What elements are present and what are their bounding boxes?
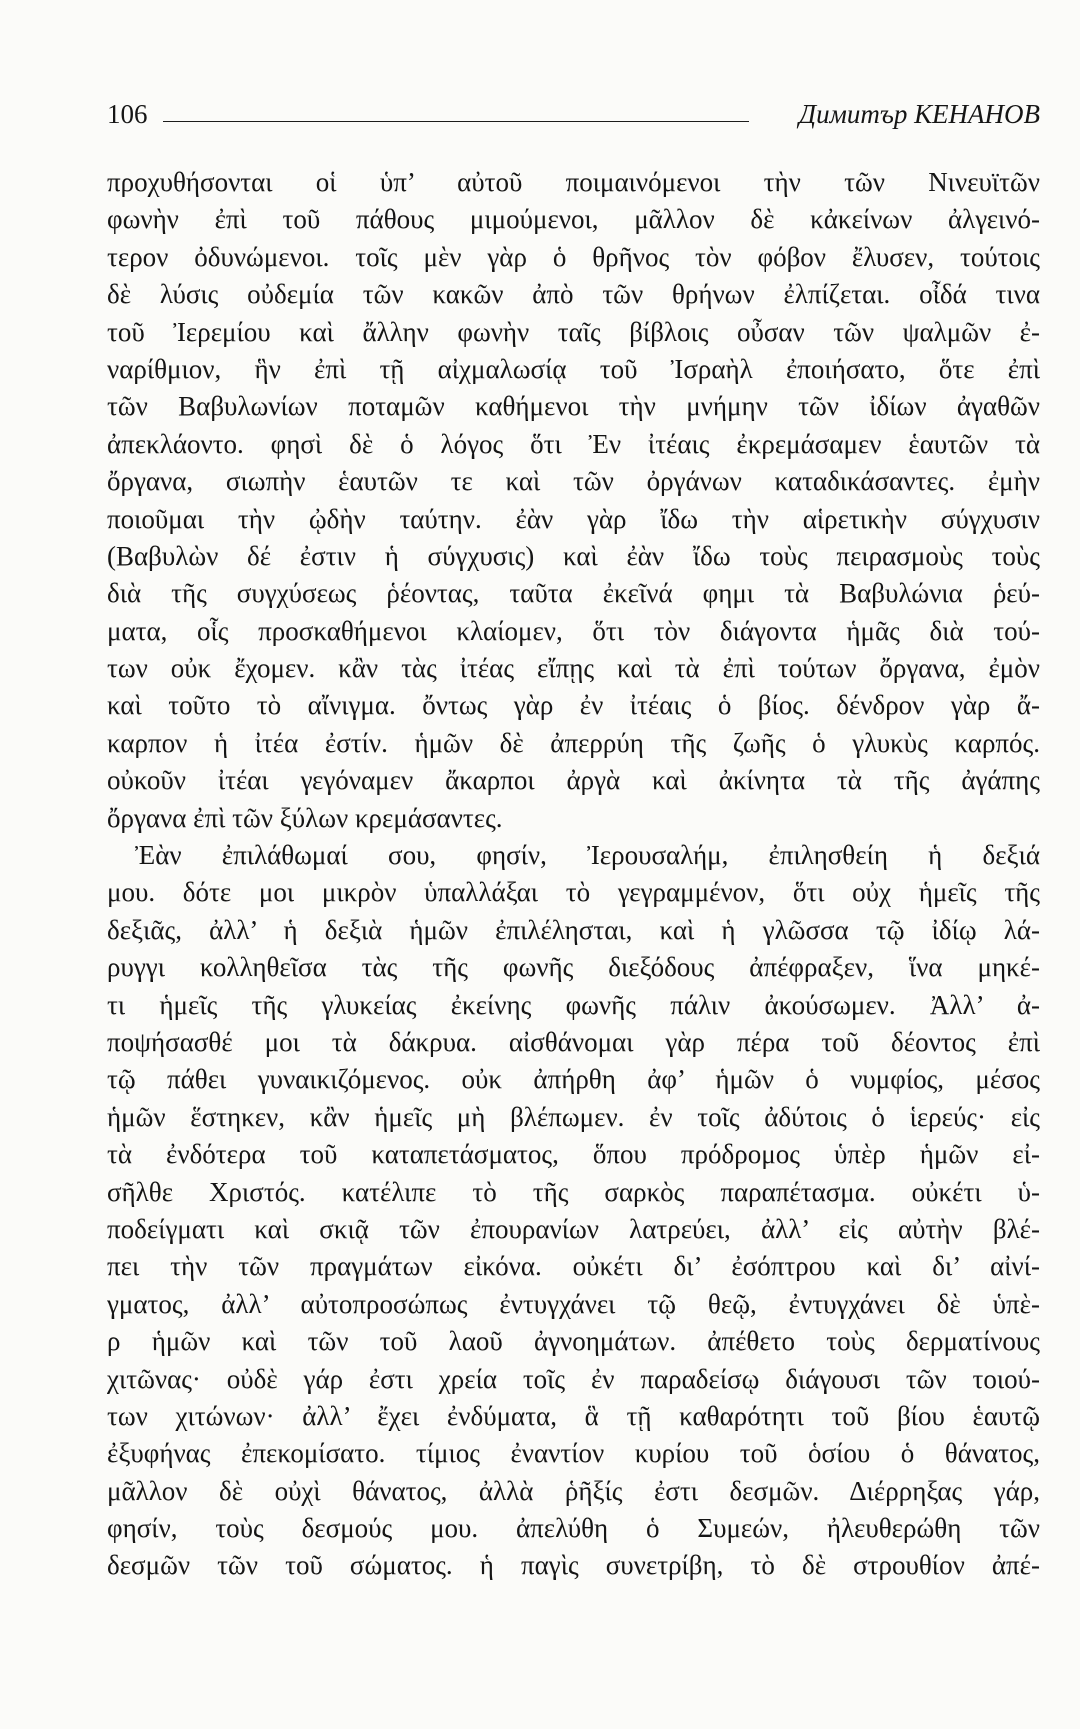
text-line: πει τὴν τῶν πραγμάτων εἰκόνα. οὐκέτι δι’ ἐσόπτρου καὶ δι’ αἰνί- (107, 1251, 1040, 1282)
text-line: τῷ πάθει γυναικιζόμενος. οὐκ ἀπήρθη ἀφ’ ἡμῶν ὁ νυμφίος, μέσος (107, 1064, 1040, 1095)
text-line: ἡμῶν ἕστηκεν, κἂν ἡμεῖς μὴ βλέπωμεν. ἐν τοῖς ἀδύτοις ὁ ἱερεύς· εἰς (107, 1101, 1040, 1132)
text-line: ναρίθμιον, ἣν ἐπὶ τῇ αἰχμαλωσίᾳ τοῦ Ἰσραὴλ ἐποιήσατο, ὅτε ἐπὶ (107, 353, 1040, 384)
text-line: των οὐκ ἔχομεν. κἂν τὰς ἰτέας εἴπῃς καὶ τὰ ἐπὶ τούτων ὄργανα, ἐμὸν (107, 653, 1040, 684)
text-line: καὶ τοῦτο τὸ αἴνιγμα. ὄντως γὰρ ἐν ἰτέαις ὁ βίος. δένδρον γὰρ ἄ- (107, 690, 1040, 721)
text-line: προχυθήσονται οἱ ὑπ’ αὐτοῦ ποιμαινόμενοι τὴν τῶν Νινευϊτῶν (107, 167, 1040, 197)
text-line: χιτῶνας· οὐδὲ γάρ ἐστι χρεία τοῖς ἐν παραδείσῳ διάγουσι τῶν τοιού- (107, 1363, 1040, 1394)
text-line: ἐξυφήνας ἐπεκομίσατο. τίμιος ἐναντίον κυρίου τοῦ ὁσίου ὁ θάνατος, (107, 1438, 1040, 1469)
text-line-paragraph-end: ὄργανα ἐπὶ τῶν ξύλων κρεμάσαντες. (107, 802, 503, 833)
text-line: ποδείγματι καὶ σκιᾷ τῶν ἐπουρανίων λατρεύει, ἀλλ’ εἰς αὐτὴν βλέ- (107, 1213, 1040, 1244)
header-rule (163, 121, 749, 122)
text-line: φησίν, τοὺς δεσμούς μου. ἀπελύθη ὁ Συμεών, ἠλευθερώθη τῶν (107, 1513, 1040, 1544)
text-line: τῶν Βαβυλωνίων ποταμῶν καθήμενοι τὴν μνήμην τῶν ἰδίων ἀγαθῶν (107, 391, 1040, 422)
text-line: φωνὴν ἐπὶ τοῦ πάθους μιμούμενοι, μᾶλλον δὲ κἀκείνων ἀλγεινό- (107, 204, 1040, 235)
text-line: ποψήσασθέ μοι τὰ δάκρυα. αἰσθάνομαι γὰρ πέρα τοῦ δέοντος ἐπὶ (107, 1026, 1040, 1057)
text-line: (Βαβυλὼν δέ ἐστιν ἡ σύγχυσις) καὶ ἐὰν ἴδω τοὺς πειρασμοὺς τοὺς (107, 540, 1040, 571)
text-line: ματα, οἷς προσκαθήμενοι κλαίομεν, ὅτι τὸν διάγοντα ἡμᾶς διὰ τού- (107, 615, 1040, 646)
text-line: διὰ τῆς συγχύσεως ῥέοντας, ταῦτα ἐκεῖνά φημι τὰ Βαβυλώνια ῥεύ- (107, 578, 1040, 609)
body-text (107, 164, 1040, 1585)
text-line: καρπον ἡ ἰτέα ἐστίν. ἡμῶν δὲ ἀπερρύη τῆς ζωῆς ὁ γλυκὺς καρπός. (107, 727, 1040, 758)
text-line: μου. δότε μοι μικρὸν ὑπαλλάξαι τὸ γεγραμμένον, ὅτι οὐχ ἡμεῖς τῆς (107, 877, 1040, 908)
text-line: τοῦ Ἰερεμίου καὶ ἄλλην φωνὴν ταῖς βίβλοις οὖσαν τῶν ψαλμῶν ἐ- (107, 316, 1040, 347)
text-line: μᾶλλον δὲ οὐχὶ θάνατος, ἀλλὰ ῥῆξίς ἐστι δεσμῶν. Διέρρηξας γάρ, (107, 1475, 1040, 1506)
text-line: γματος, ἀλλ’ αὐτοπροσώπως ἐντυγχάνει τῷ θεῷ, ἐντυγχάνει δὲ ὑπὲ- (107, 1288, 1040, 1319)
text-line: ποιοῦμαι τὴν ᾠδὴν ταύτην. ἐὰν γὰρ ἴδω τὴν αἱρετικὴν σύγχυσιν (107, 503, 1040, 534)
text-line: ἀπεκλάοντο. φησὶ δὲ ὁ λόγος ὅτι Ἐν ἰτέαις ἐκρεμάσαμεν ἑαυτῶν τὰ (107, 428, 1040, 459)
text-line: ρ ἡμῶν καὶ τῶν τοῦ λαοῦ ἀγνοημάτων. ἀπέθετο τοὺς δερματίνους (107, 1326, 1040, 1357)
text-line: ὄργανα, σιωπὴν ἑαυτῶν τε καὶ τῶν ὀργάνων καταδικάσαντες. ἐμὴν (107, 466, 1040, 497)
text-line-paragraph-start: Ἐὰν ἐπιλάθωμαί σου, φησίν, Ἰερουσαλήμ, ἐπιλησθείη ἡ δεξιά (135, 840, 1040, 871)
text-line: ρυγγι κολληθεῖσα τὰς τῆς φωνῆς διεξόδους ἀπέφραξεν, ἵνα μηκέ- (107, 952, 1040, 983)
text-line: τι ἡμεῖς τῆς γλυκείας ἐκείνης φωνῆς πάλιν ἀκούσωμεν. Ἀλλ’ ἀ- (107, 989, 1040, 1020)
text-line: των χιτώνων· ἀλλ’ ἔχει ἐνδύματα, ἃ τῇ καθαρότητι τοῦ βίου ἑαυτῷ (107, 1400, 1040, 1431)
text-line: δεξιᾶς, ἀλλ’ ἡ δεξιὰ ἡμῶν ἐπιλέλησται, καὶ ἡ γλῶσσα τῷ ἰδίῳ λά- (107, 914, 1040, 945)
text-line: δεσμῶν τῶν τοῦ σώματος. ἡ παγὶς συνετρίβη, τὸ δὲ στρουθίον ἀπέ- (107, 1550, 1040, 1581)
text-line: οὐκοῦν ἰτέαι γεγόναμεν ἄκαρποι ἀργὰ καὶ ἀκίνητα τὰ τῆς ἀγάπης (107, 765, 1040, 796)
text-line: τερον ὀδυνώμενοι. τοῖς μὲν γὰρ ὁ θρῆνος τὸν φόβον ἔλυσεν, τούτοις (107, 241, 1040, 272)
page-number: 106 (107, 99, 148, 129)
running-head: Димитър КЕНАНОВ (798, 99, 1040, 129)
text-line: δὲ λύσις οὐδεμία τῶν κακῶν ἀπὸ τῶν θρήνων ἐλπίζεται. οἶδά τινα (107, 279, 1040, 310)
text-line: σῆλθε Χριστός. κατέλιπε τὸ τῆς σαρκὸς παραπέτασμα. οὐκέτι ὑ- (107, 1176, 1040, 1207)
text-line: τὰ ἐνδότερα τοῦ καταπετάσματος, ὅπου πρόδρομος ὑπὲρ ἡμῶν εἰ- (107, 1139, 1040, 1170)
